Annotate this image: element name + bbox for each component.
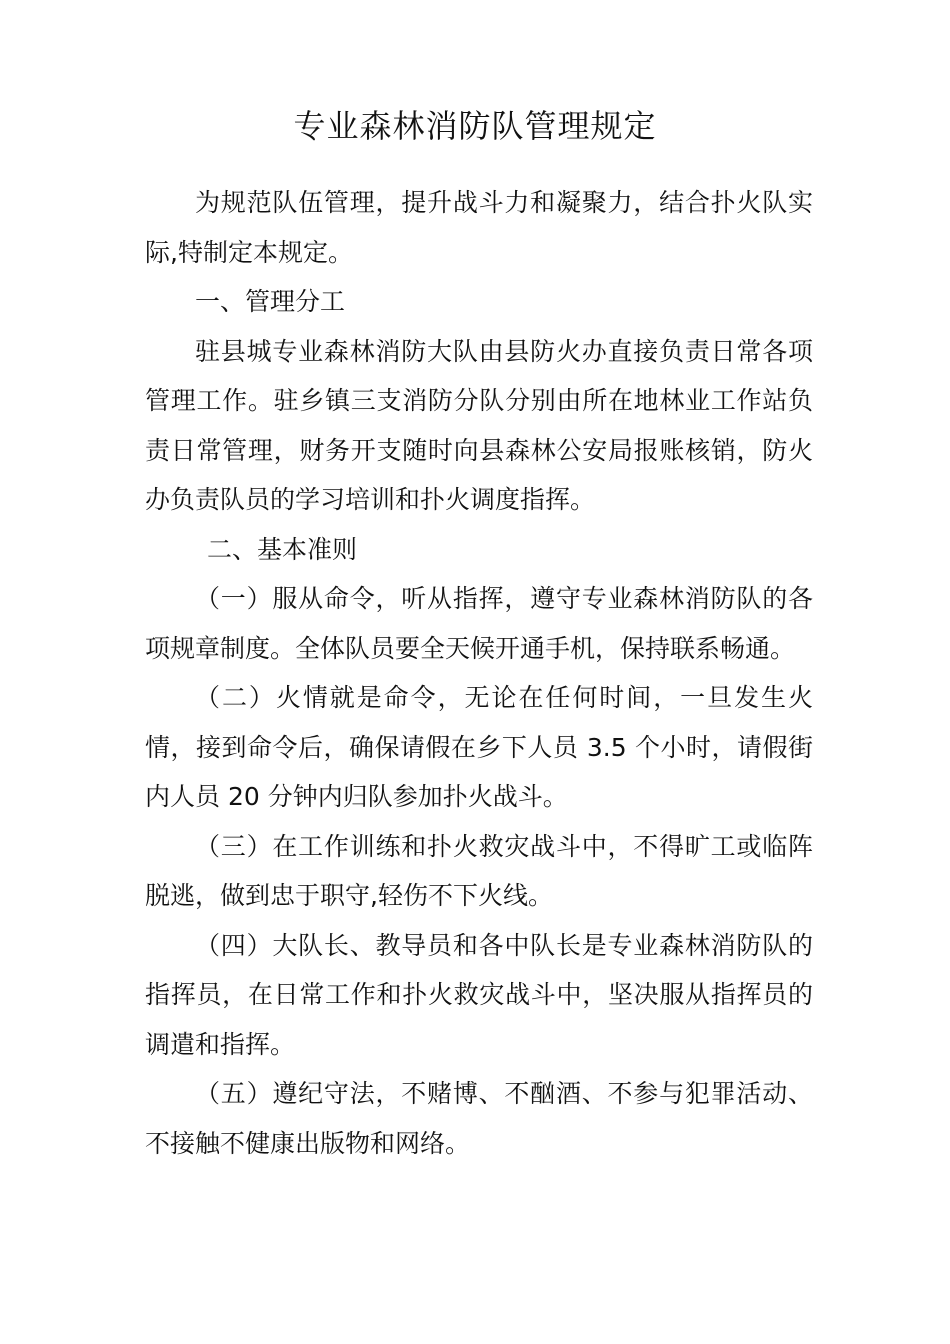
- document-body: [145, 178, 813, 1168]
- principle-item-3: （三）在工作训练和扑火救灾战斗中，不得旷工或临阵脱逃，做到忠于职守,轻伤不下火线。: [145, 831, 813, 910]
- principle-item-5: （五）遵纪守法，不赌博、不酗酒、不参与犯罪活动、不接触不健康出版物和网络。: [145, 1079, 813, 1158]
- document-title: 专业森林消防队管理规定: [293, 107, 657, 145]
- principle-item-1: （一）服从命令，听从指挥，遵守专业森林消防队的各项规章制度。全体队员要全天候开通手机，保持联系畅通。: [145, 584, 813, 663]
- principle-item-2: （二）火情就是命令，无论在任何时间，一旦发生火情，接到命令后，确保请假在乡下人员 3.5 个小时，请假街内人员 20 分钟内归队参加扑火战斗。: [145, 683, 813, 811]
- principle-item-4: （四）大队长、教导员和各中队长是专业森林消防队的指挥员，在日常工作和扑火救灾战斗中，坚决服从指挥员的调遣和指挥。: [145, 930, 813, 1059]
- section-heading-principles: 二、基本准则: [207, 534, 358, 564]
- section-heading-management: 一、管理分工: [195, 287, 346, 316]
- intro-paragraph: 为规范队伍管理，提升战斗力和凝聚力，结合扑火队实际,特制定本规定。: [145, 188, 813, 267]
- section-paragraph-management: 驻县城专业森林消防大队由县防火办直接负责日常各项管理工作。驻乡镇三支消防分队分别由所在地林业工作站负责日常管理，财务开支随时向县森林公安局报账核销，防火办负责队员的学习培训和扑火调度指挥。: [145, 336, 813, 514]
